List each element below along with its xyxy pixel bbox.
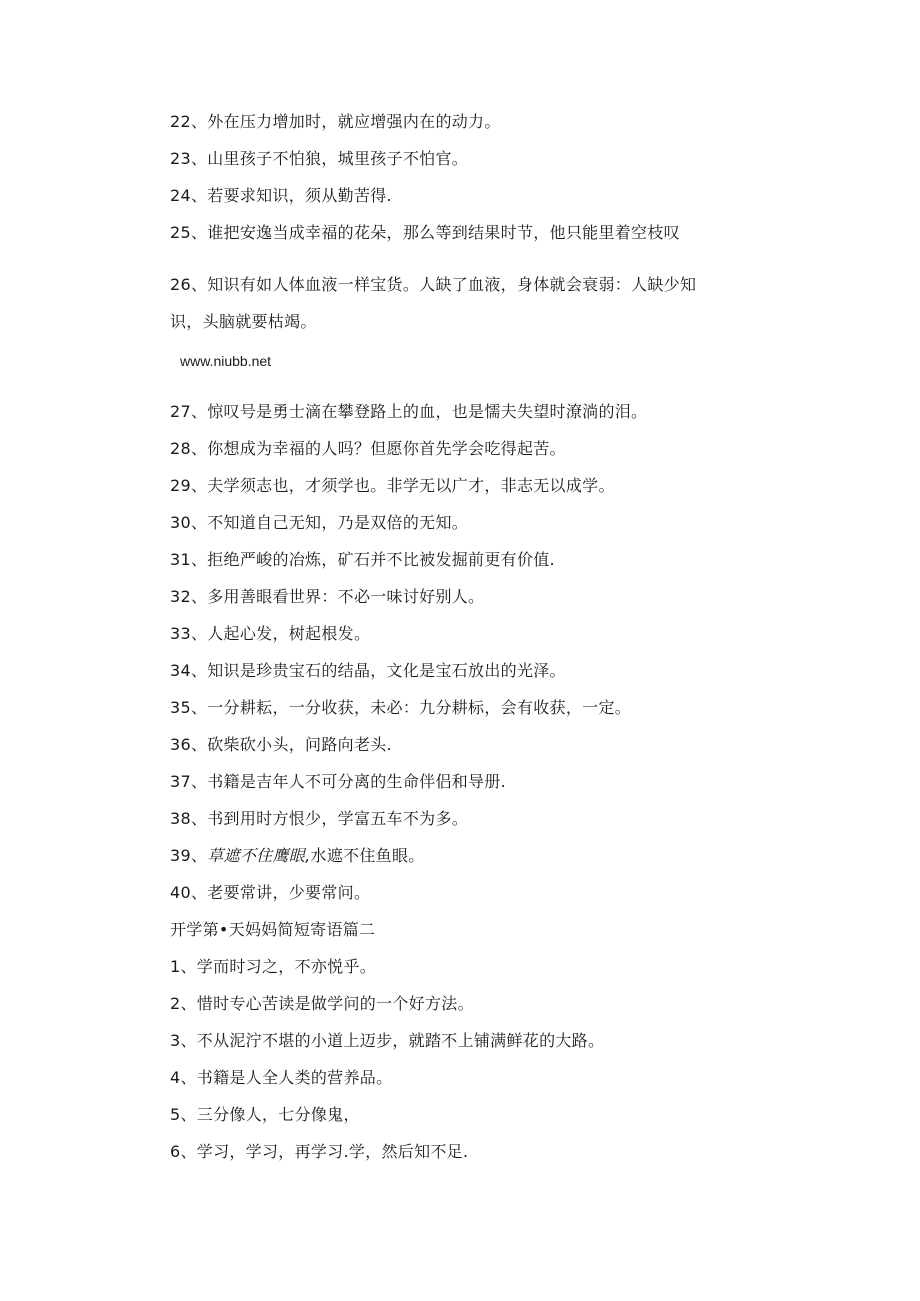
- quote-24: 24、若要求知识，须从勤苦得.: [170, 186, 392, 205]
- section2-item-3: 3、不从泥泞不堪的小道上迈步，就踏不上铺满鲜花的大路。: [170, 1031, 605, 1050]
- quote-40: 40、老要常讲，少要常问。: [170, 883, 371, 902]
- quote-37: 37、书籍是吉年人不可分离的生命伴侣和导册.: [170, 772, 507, 791]
- quote-34: 34、知识是珍贵宝石的结晶，文化是宝石放出的光泽。: [170, 661, 566, 680]
- quote-39-rest: 水遮不住鱼眼。: [310, 846, 425, 865]
- quote-22: 22、外在压力增加时，就应增强内在的动力。: [170, 112, 501, 131]
- quote-30: 30、不知道自己无知，乃是双倍的无知。: [170, 513, 469, 532]
- section2-item-5: 5、三分像人，七分像鬼，: [170, 1105, 360, 1124]
- section2-item-1: 1、学而时习之，不亦悦乎。: [170, 957, 377, 976]
- section2-item-2: 2、惜时专心苦读是做学问的一个好方法。: [170, 994, 474, 1013]
- section-title: 开学第•天妈妈简短寄语篇二: [170, 920, 376, 939]
- quote-26-line2: 识，头脑就要枯竭。: [170, 312, 317, 331]
- quote-39: [170, 845, 425, 867]
- quote-38: 38、书到用时方恨少，学富五车不为多。: [170, 809, 469, 828]
- quote-29: 29、夫学须志也，才须学也。非学无以广才，非志无以成学。: [170, 476, 615, 495]
- quote-32: 32、多用善眼看世界：不必一味讨好别人。: [170, 587, 485, 606]
- quote-39-number: 39、: [170, 846, 208, 865]
- quote-23: 23、山里孩子不怕狼，城里孩子不怕官。: [170, 149, 469, 168]
- quote-26-line1: 26、知识有如人体血液一样宝货。人缺了血液，身体就会衰弱：人缺少知: [170, 275, 697, 294]
- quote-33: 33、人起心发，树起根发。: [170, 624, 371, 643]
- quote-27: 27、惊叹号是勇士滴在攀登路上的血，也是懦夫失望时潦淌的泪。: [170, 402, 648, 421]
- section2-item-4: 4、书籍是人全人类的营养品。: [170, 1068, 393, 1087]
- quote-28: 28、你想成为幸福的人吗？但愿你首先学会吃得起苦。: [170, 439, 566, 458]
- quote-35: 35、一分耕耘，一分收获，未必：九分耕标，会有收获，一定。: [170, 698, 632, 717]
- section2-item-6: 6、学习，学习，再学习.学，然后知不足.: [170, 1142, 469, 1161]
- website-url: www.niubb.net: [180, 353, 272, 369]
- quote-39-italic-text: 草遮不住鹰眼,: [207, 846, 311, 865]
- quote-25: 25、谁把安逸当成幸福的花朵，那么等到结果时节，他只能里着空枝叹: [170, 223, 680, 242]
- quote-31: 31、拒绝严峻的冶炼，矿石并不比被发掘前更有价值.: [170, 550, 555, 569]
- quote-36: 36、砍柴砍小头，问路向老头.: [170, 735, 392, 754]
